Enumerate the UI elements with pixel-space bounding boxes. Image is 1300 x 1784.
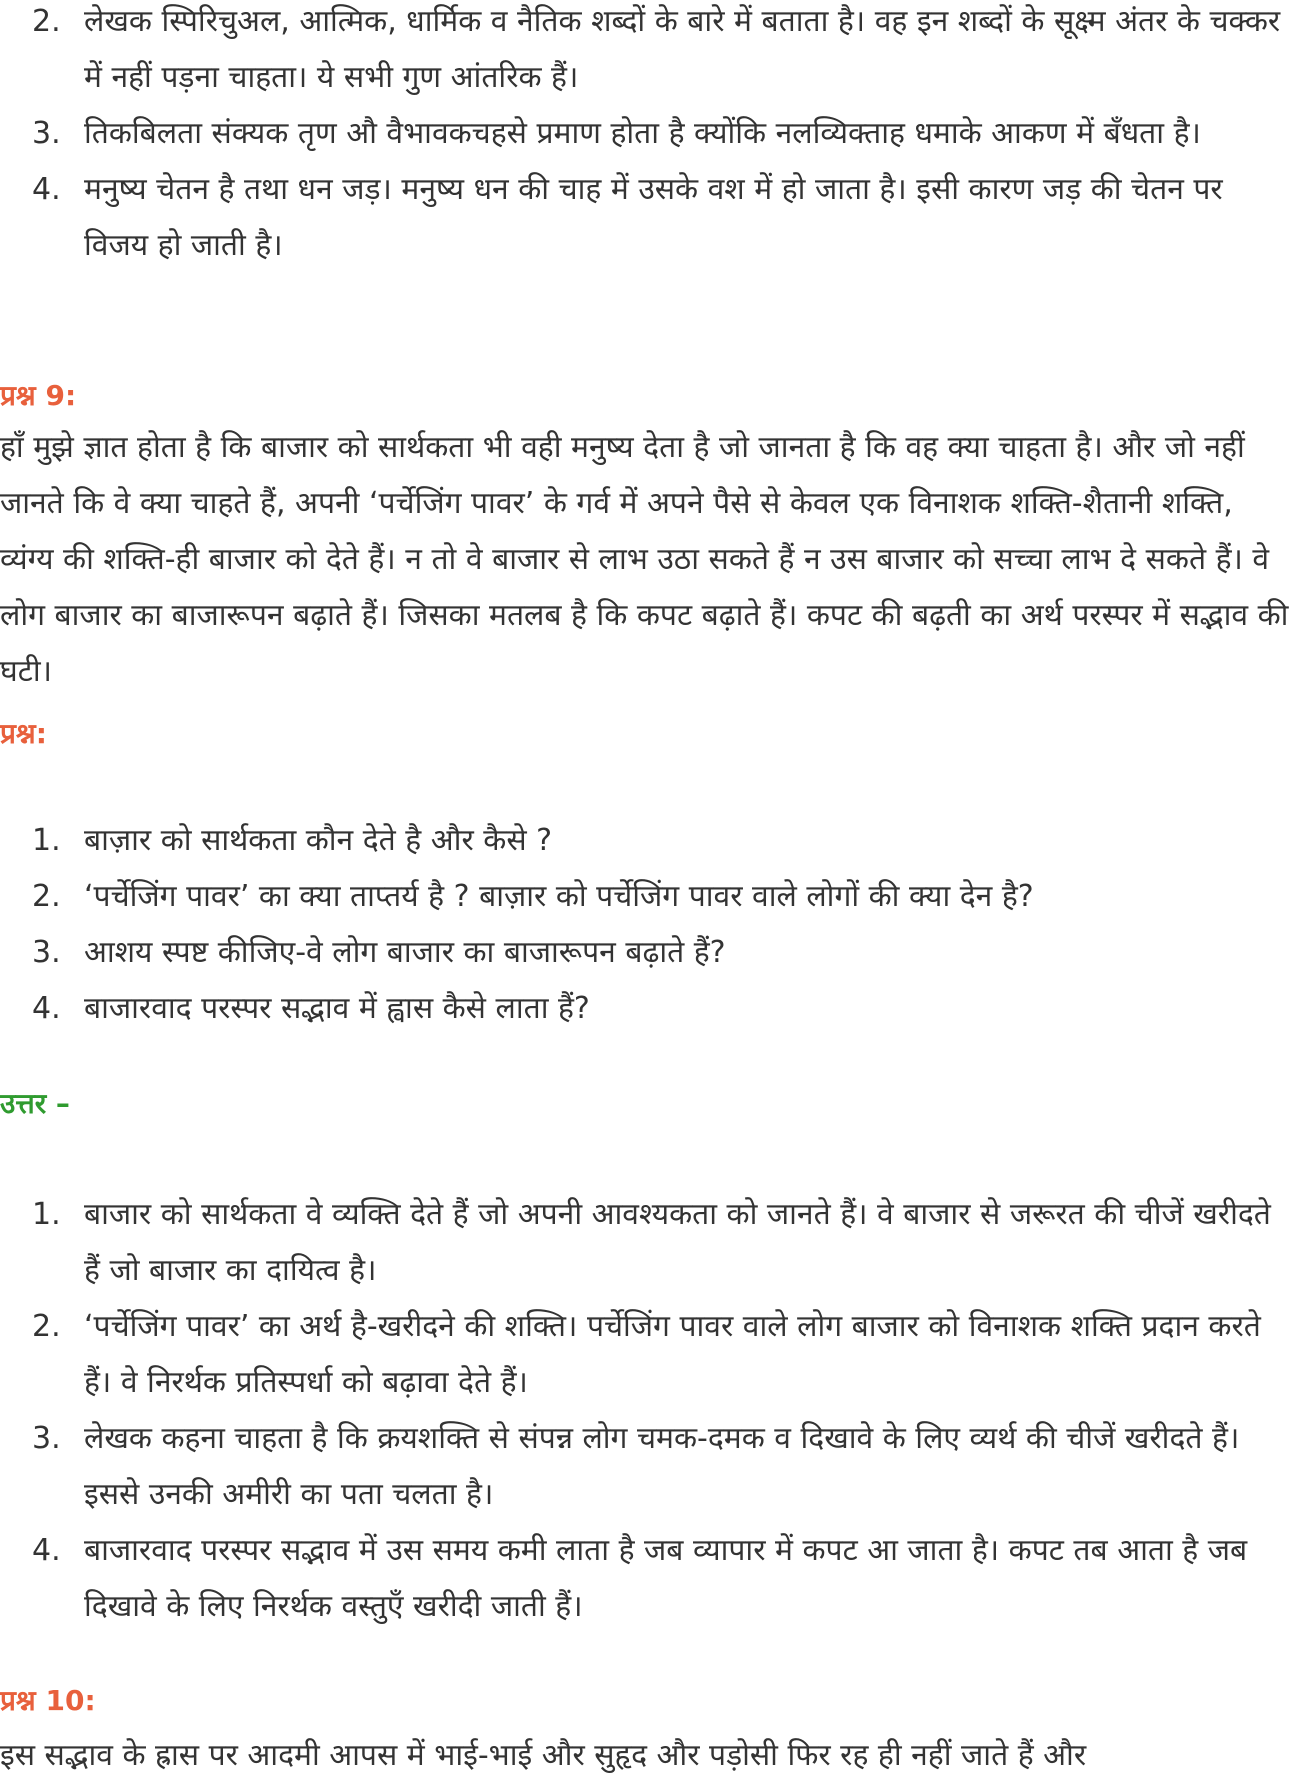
list-item (0, 813, 1300, 869)
answer-heading: उत्तर – (0, 1087, 70, 1120)
list-number: 2. (32, 879, 61, 914)
list-number: 3. (32, 935, 61, 970)
list-number: 2. (32, 4, 61, 39)
list-item (0, 981, 1300, 1037)
list-item (0, 1187, 1300, 1299)
list-text: बाजारवाद परस्पर सद्भाव में उस समय कमी लाता है जब व्यापार में कपट आ जाता है। कपट तब आता है जब दिखावे के लिए निरर्थक वस्तुएँ खरीदी जाती हैं। (84, 1533, 1248, 1624)
list-text: तिकबिलता संक्यक तृण औ वैभावकचहसे प्रमाण होता है क्योंकि नलव्यिक्ताह धमाके आकण में बँधता है। (84, 116, 1201, 151)
question-9-passage: हाँ मुझे ज्ञात होता है कि बाजार को सार्थकता भी वही मनुष्य देता है जो जानता है कि वह क्या चाहता है। और जो नहीं जानते कि वे क्या चाहते हैं, अपनी ‘पर्चेजिंग पावर’ के गर्व में अपने पैसे से केवल एक विनाशक शक्ति-शैतानी शक्ति, व्यंग्य की शक्ति-ही बाजार को देते हैं। न तो वे बाजार से लाभ उठा सकते हैं न उस बाजार को सच्चा लाभ दे सकते हैं। वे लोग बाजार का बाजारूपन बढ़ाते हैं। जिसका मतलब है कि कपट बढ़ाते हैं। कपट की बढ़ती का अर्थ परस्पर में सद्भाव की घटी। (0, 430, 1289, 689)
answers-list (0, 1187, 1300, 1635)
list-number: 2. (32, 1309, 61, 1344)
list-item (0, 869, 1300, 925)
list-text: आशय स्पष्ट कीजिए-वे लोग बाजार का बाजारूपन बढ़ाते हैं? (84, 935, 726, 970)
question-10-heading: प्रश्न 10: (0, 1684, 96, 1717)
list-item (0, 162, 1300, 274)
list-number: 3. (32, 1421, 61, 1456)
list-item (0, 0, 1300, 106)
questions-list (0, 813, 1300, 1037)
questions-heading: प्रश्न: (0, 717, 47, 750)
question-10-passage: इस सद्भाव के ह्रास पर आदमी आपस में भाई-भाई और सुहृद और पड़ोसी फिर रह ही नहीं जाते हैं और (0, 1738, 1087, 1773)
list-number: 1. (32, 823, 61, 858)
list-text: ‘पर्चेजिंग पावर’ का अर्थ है-खरीदने की शक्ति। पर्चेजिंग पावर वाले लोग बाजार को विनाशक शक्ति प्रदान करते हैं। वे निरर्थक प्रतिस्पर्धा को बढ़ावा देते हैं। (84, 1309, 1261, 1400)
list-number: 4. (32, 991, 61, 1026)
list-text: बाजार को सार्थकता वे व्यक्ति देते हैं जो अपनी आवश्यकता को जानते हैं। वे बाजार से जरूरत की चीजें खरीदते हैं जो बाजार का दायित्व है। (84, 1197, 1271, 1288)
list-text: बाज़ार को सार्थकता कौन देते है और कैसे ? (84, 823, 553, 858)
list-text: लेखक स्पिरिचुअल, आत्मिक, धार्मिक व नैतिक शब्दों के बारे में बताता है। वह इन शब्दों के सूक्ष्म अंतर के चक्कर में नहीं पड़ना चाहता। ये सभी गुण आंतरिक हैं। (84, 4, 1281, 95)
list-number: 1. (32, 1197, 61, 1232)
list-item (0, 1299, 1300, 1411)
list-text: बाजारवाद परस्पर सद्भाव में ह्वास कैसे लाता हैं? (84, 991, 590, 1026)
list-number: 4. (32, 1533, 61, 1568)
list-number: 4. (32, 172, 61, 207)
question-9-heading: प्रश्न 9: (0, 379, 77, 412)
list-item (0, 1523, 1300, 1635)
list-number: 3. (32, 116, 61, 151)
list-item (0, 1411, 1300, 1523)
list-text: मनुष्य चेतन है तथा धन जड़। मनुष्य धन की चाह में उसके वश में हो जाता है। इसी कारण जड़ की चेतन पर विजय हो जाती है। (84, 172, 1223, 263)
list-text: ‘पर्चेजिंग पावर’ का क्या ताप्तर्य है ? बाज़ार को पर्चेजिंग पावर वाले लोगों की क्या देन है? (84, 879, 1034, 914)
list-text: लेखक कहना चाहता है कि क्रयशक्ति से संपन्न लोग चमक-दमक व दिखावे के लिए व्यर्थ की चीजें खरीदते हैं। इससे उनकी अमीरी का पता चलता है। (84, 1421, 1240, 1512)
previous-answers-list (0, 0, 1300, 274)
list-item (0, 106, 1300, 162)
list-item (0, 925, 1300, 981)
